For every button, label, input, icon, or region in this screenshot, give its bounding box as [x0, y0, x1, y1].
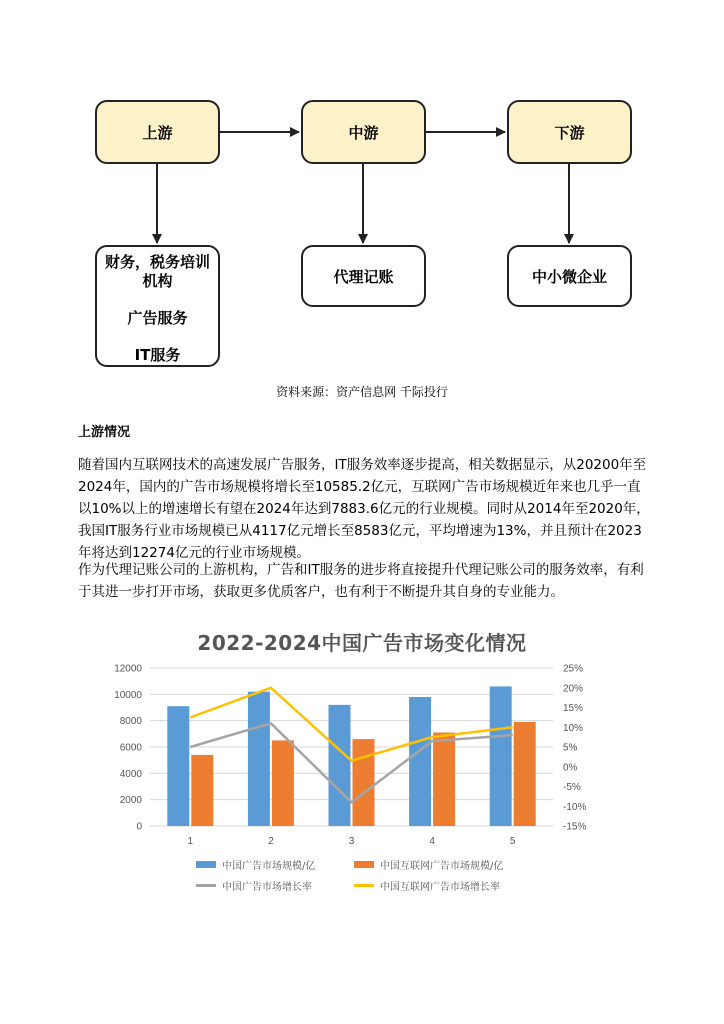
bar-ad-market — [248, 692, 270, 826]
y-right-tick-label: 20% — [563, 683, 584, 695]
node-up-child-1: 财务，税务培训 — [104, 253, 210, 271]
node-up-child-3: IT服务 — [134, 346, 181, 364]
legend-label-3: 中国广告市场增长率 — [222, 882, 312, 893]
x-tick-label: 3 — [348, 836, 355, 847]
bar-ad-market — [167, 706, 189, 826]
bar-ad-market — [409, 697, 431, 826]
legend-label-1: 中国广告市场规模/亿 — [222, 861, 316, 872]
section-heading: 上游情况 — [78, 425, 131, 440]
y-left-tick-label: 8000 — [119, 716, 142, 728]
x-tick-label: 5 — [509, 836, 516, 847]
y-left-tick-label: 6000 — [119, 742, 142, 754]
figure-caption: 资料来源：资产信息网 千际投行 — [276, 385, 448, 399]
node-mid-child-label: 代理记账 — [333, 267, 394, 286]
y-right-tick-label: -10% — [563, 801, 587, 813]
y-right-tick-label: -5% — [563, 782, 581, 793]
y-left-tick-label: 12000 — [114, 663, 142, 675]
x-tick-label: 1 — [187, 836, 194, 847]
node-down-child-label: 中小微企业 — [531, 267, 607, 286]
y-left-tick-label: 2000 — [119, 795, 142, 807]
paragraph-2: 作为代理记账公司的上游机构，广告和IT服务的进步将直接提升代理记账公司的服务效率，有利于其进一步打开市场，获取更多优质客户，也有利于不断提升其自身的专业能力。 — [78, 562, 644, 600]
legend-item-1 — [196, 857, 315, 872]
legend-label-4: 中国互联网广告市场增长率 — [380, 882, 500, 893]
y-right-tick-label: 10% — [563, 722, 584, 734]
chart-title: 2022-2024中国广告市场变化情况 — [197, 631, 527, 655]
node-up-child-1b: 机构 — [142, 272, 173, 290]
paragraph-1: 随着国内互联网技术的高速发展广告服务，IT服务效率逐步提高，相关数据显示，从20200年至2024年，国内的广告市场规模将增长至10585.2亿元，互联网广告市场规模近年来也几乎一直以10%以上的增速增长有望在2024年达到7883.6亿元的行业规模。同时从2014年至2020年，我国IT服务行业市场规模已从4117亿元增长至8583亿元，平均增速为13%，并且预计在2023年将达到12274亿元的行业市场规模。 — [78, 457, 650, 561]
bar-internet-ad-market — [433, 733, 455, 826]
bar-internet-ad-market — [191, 755, 213, 826]
bar-internet-ad-market — [272, 740, 294, 826]
y-left-tick-label: 0 — [136, 821, 142, 833]
y-left-tick-label: 4000 — [119, 768, 142, 780]
node-downstream-label: 下游 — [554, 123, 585, 142]
legend-item-2 — [354, 857, 503, 872]
y-left-tick-label: 10000 — [114, 689, 142, 701]
bar-ad-market — [490, 686, 512, 826]
node-midstream-label: 中游 — [348, 123, 379, 142]
bar-internet-ad-market — [353, 739, 375, 826]
y-right-tick-label: 15% — [563, 703, 584, 714]
line-ad-growth — [190, 723, 512, 802]
line-internet-ad-growth — [190, 688, 512, 761]
node-up-child-2: 广告服务 — [127, 309, 188, 327]
y-right-tick-label: -15% — [563, 821, 587, 833]
y-right-tick-label: 25% — [563, 663, 584, 675]
legend-swatch-3 — [196, 884, 216, 887]
legend-swatch-1 — [196, 861, 216, 868]
y-right-tick-label: 5% — [563, 742, 578, 754]
legend-item-4 — [354, 878, 500, 893]
legend-item-3 — [196, 878, 312, 893]
x-tick-label: 4 — [429, 836, 435, 847]
y-right-tick-label: 0% — [563, 762, 578, 774]
legend-label-2: 中国互联网广告市场规模/亿 — [380, 861, 504, 872]
legend-swatch-2 — [354, 861, 374, 868]
x-tick-label: 2 — [268, 836, 274, 847]
legend-swatch-4 — [354, 884, 374, 887]
node-upstream-label: 上游 — [142, 123, 173, 142]
bar-ad-market — [329, 705, 351, 826]
bar-internet-ad-market — [514, 722, 536, 826]
